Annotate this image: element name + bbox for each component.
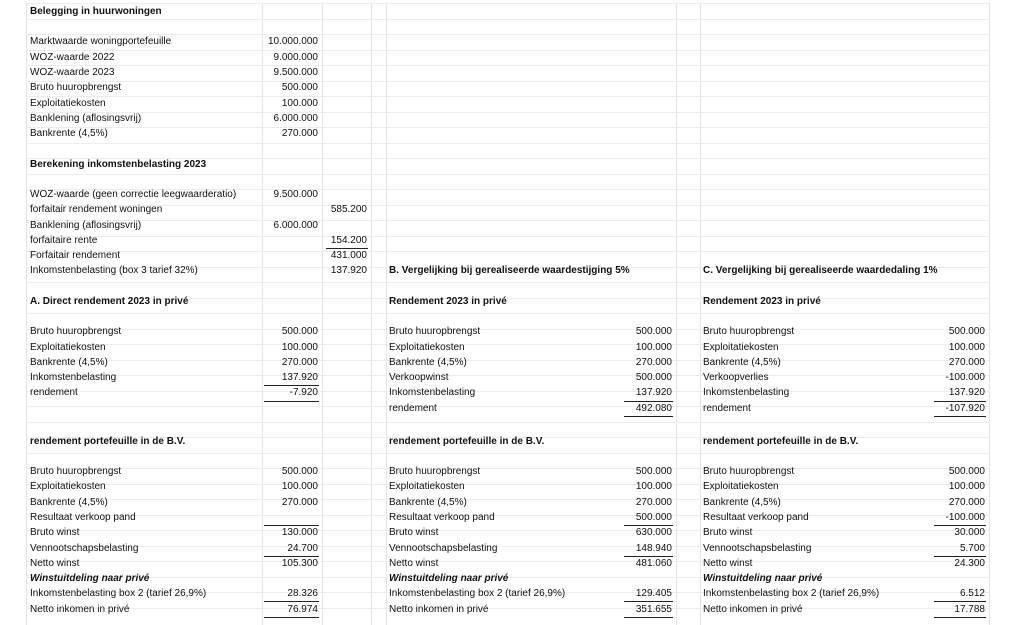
bv-row-value[interactable]: 24.700 [287, 543, 318, 554]
row-gridline [26, 205, 990, 206]
row-label[interactable]: Exploitatiekosten [30, 342, 106, 353]
row-gridline [26, 546, 990, 547]
bv-row-label[interactable]: Bankrente (4,5%) [30, 497, 108, 508]
tax-value[interactable]: 585.200 [330, 204, 367, 215]
row-label[interactable]: Exploitatiekosten [389, 342, 465, 353]
row-label[interactable]: Inkomstenbelasting [389, 387, 476, 398]
row-gridline [26, 484, 990, 485]
input-label[interactable]: Marktwaarde woningportefeuille [30, 36, 172, 47]
bv-row-value[interactable]: 130.000 [281, 527, 318, 538]
bv-row-label[interactable]: Vennootschapsbelasting [30, 543, 139, 554]
row-value[interactable]: 100.000 [281, 342, 318, 353]
row-gridline [26, 236, 990, 237]
row-gridline [26, 530, 990, 531]
input-value[interactable]: 6.000.000 [273, 113, 318, 124]
row-value[interactable]: 270.000 [635, 357, 672, 368]
row-value[interactable]: 100.000 [948, 342, 985, 353]
bv-row-label[interactable]: Bruto winst [703, 527, 753, 538]
section-b-heading[interactable]: B. Vergelijking bij gerealiseerde waardestijging 5% [389, 265, 630, 276]
bv-row-label[interactable]: Netto winst [30, 558, 80, 569]
bv-row-value[interactable]: 100.000 [635, 481, 672, 492]
tax-value[interactable]: 431.000 [330, 250, 367, 261]
row-gridline [26, 112, 990, 113]
bv-row-label[interactable]: Vennootschapsbelasting [703, 543, 812, 554]
row-gridline [26, 344, 990, 345]
row-label[interactable]: Exploitatiekosten [703, 342, 779, 353]
input-value[interactable]: 9.500.000 [273, 67, 318, 78]
bv-row-value[interactable]: 30.000 [954, 527, 985, 538]
row-gridline [26, 515, 990, 516]
row-gridline [26, 3, 990, 4]
bv-row-label[interactable]: Bruto huuropbrengst [389, 466, 481, 477]
bv-row-value[interactable]: 105.300 [281, 558, 318, 569]
row-gridline [26, 282, 990, 283]
row-label[interactable]: rendement [30, 387, 78, 398]
row-gridline [26, 174, 990, 175]
row-value[interactable]: 270.000 [948, 357, 985, 368]
input-label[interactable]: Bankrente (4,5%) [30, 128, 108, 139]
row-gridline [26, 19, 990, 20]
row-label[interactable]: Bruto huuropbrengst [30, 326, 122, 337]
row-label[interactable]: Inkomstenbelasting [30, 372, 117, 383]
row-gridline [26, 499, 990, 500]
bv-row-label[interactable]: Bankrente (4,5%) [703, 497, 781, 508]
section-b-subheading[interactable]: Rendement 2023 in privé [389, 296, 507, 307]
row-value[interactable]: 500.000 [635, 326, 672, 337]
bv-row-label[interactable]: Winstuitdeling naar privé [703, 573, 823, 584]
row-label[interactable]: Bankrente (4,5%) [703, 357, 781, 368]
bv-row-value[interactable]: 100.000 [948, 481, 985, 492]
section-c-subheading[interactable]: Rendement 2023 in privé [703, 296, 821, 307]
bv-row-label[interactable]: Inkomstenbelasting box 2 (tarief 26,9%) [30, 588, 207, 599]
row-label[interactable]: Bankrente (4,5%) [389, 357, 467, 368]
row-label[interactable]: Bruto huuropbrengst [703, 326, 795, 337]
row-value[interactable]: 137.920 [948, 387, 985, 398]
bv-row-label[interactable]: Bruto huuropbrengst [30, 466, 122, 477]
row-gridline [26, 81, 990, 82]
tax-section-title[interactable]: Berekening inkomstenbelasting 2023 [30, 159, 207, 170]
bv-row-label[interactable]: Exploitatiekosten [703, 481, 779, 492]
input-value[interactable]: 100.000 [281, 98, 318, 109]
row-value[interactable]: 100.000 [635, 342, 672, 353]
bv-row-label[interactable]: Exploitatiekosten [30, 481, 106, 492]
row-label[interactable]: Verkoopwinst [389, 372, 449, 383]
bv-row-value[interactable]: 500.000 [948, 466, 985, 477]
bv-row-label[interactable]: Resultaat verkoop pand [703, 512, 809, 523]
bv-row-value[interactable]: 6.512 [959, 588, 985, 599]
row-value[interactable]: 500.000 [635, 372, 672, 383]
row-value[interactable]: -107.920 [945, 403, 985, 414]
bv-section-title[interactable]: rendement portefeuille in de B.V. [703, 436, 859, 447]
bv-row-label[interactable]: Winstuitdeling naar privé [30, 573, 150, 584]
input-label[interactable]: Banklening (aflosingsvrij) [30, 113, 142, 124]
bv-row-value[interactable]: 270.000 [635, 497, 672, 508]
bv-row-value[interactable]: 630.000 [635, 527, 672, 538]
bv-section-title[interactable]: rendement portefeuille in de B.V. [389, 436, 545, 447]
bv-row-value[interactable]: 76.974 [287, 604, 318, 615]
row-label[interactable]: Verkoopverlies [703, 372, 769, 383]
section-a-heading[interactable]: A. Direct rendement 2023 in privé [30, 296, 189, 307]
tax-value[interactable]: 9.500.000 [273, 189, 318, 200]
row-gridline [26, 406, 990, 407]
row-label[interactable]: Bruto huuropbrengst [389, 326, 481, 337]
tax-label[interactable]: Banklening (aflosingsvrij) [30, 220, 142, 231]
bv-row-value[interactable]: 500.000 [281, 466, 318, 477]
bv-row-value[interactable]: 351.655 [635, 604, 672, 615]
row-gridline [26, 453, 990, 454]
bv-row-value[interactable]: 500.000 [635, 512, 672, 523]
bv-row-label[interactable]: Inkomstenbelasting box 2 (tarief 26,9%) [703, 588, 880, 599]
row-gridline [26, 422, 990, 423]
row-gridline [26, 50, 990, 51]
tax-value[interactable]: 137.920 [330, 265, 367, 276]
bv-row-label[interactable]: Netto winst [703, 558, 753, 569]
row-gridline [26, 608, 990, 609]
row-label[interactable]: rendement [389, 403, 437, 414]
input-label[interactable]: Exploitatiekosten [30, 98, 106, 109]
bv-row-value[interactable] [262, 510, 318, 525]
input-value[interactable]: 270.000 [281, 128, 318, 139]
bv-row-label[interactable]: Resultaat verkoop pand [389, 512, 495, 523]
bv-row-label[interactable]: Exploitatiekosten [389, 481, 465, 492]
underline [624, 617, 673, 618]
row-gridline [26, 65, 990, 66]
bv-row-label[interactable]: Netto inkomen in privé [30, 604, 130, 615]
row-gridline [26, 468, 990, 469]
bv-row-value[interactable]: 129.405 [635, 588, 672, 599]
input-value[interactable]: 500.000 [281, 82, 318, 93]
bv-row-label[interactable]: Netto inkomen in privé [389, 604, 489, 615]
row-gridline [26, 375, 990, 376]
bv-row-label[interactable]: Winstuitdeling naar privé [389, 573, 509, 584]
input-label[interactable]: WOZ-waarde 2022 [30, 52, 115, 63]
bv-row-value[interactable]: 500.000 [635, 466, 672, 477]
underline [264, 617, 319, 618]
bv-row-label[interactable]: Netto winst [389, 558, 439, 569]
bv-row-label[interactable]: Vennootschapsbelasting [389, 543, 498, 554]
tax-label[interactable]: Inkomstenbelasting (box 3 tarief 32%) [30, 265, 198, 276]
row-value[interactable]: 137.920 [281, 372, 318, 383]
row-gridline [26, 251, 990, 252]
bv-row-label[interactable]: Bankrente (4,5%) [389, 497, 467, 508]
input-value[interactable]: 9.000.000 [273, 52, 318, 63]
bv-row-value[interactable]: 24.300 [954, 558, 985, 569]
row-label[interactable]: Bankrente (4,5%) [30, 357, 108, 368]
bv-row-label[interactable]: Netto inkomen in privé [703, 604, 803, 615]
tax-label[interactable]: forfaitair rendement woningen [30, 204, 163, 215]
tax-value[interactable]: 154.200 [330, 235, 367, 246]
row-value[interactable]: 137.920 [635, 387, 672, 398]
row-gridline [26, 391, 990, 392]
tax-value[interactable]: 6.000.000 [273, 220, 318, 231]
row-label[interactable]: Inkomstenbelasting [703, 387, 790, 398]
input-value[interactable]: 10.000.000 [267, 36, 318, 47]
row-gridline [26, 220, 990, 221]
row-gridline [26, 313, 990, 314]
row-value[interactable]: 492.080 [635, 403, 672, 414]
row-value[interactable]: 500.000 [948, 326, 985, 337]
tax-label[interactable]: forfaitaire rente [30, 235, 98, 246]
underline [934, 416, 986, 417]
row-value[interactable]: -7.920 [289, 387, 318, 398]
underline [264, 401, 319, 402]
underline [624, 416, 673, 417]
bv-row-value[interactable]: 270.000 [281, 497, 318, 508]
bv-row-label[interactable]: Resultaat verkoop pand [30, 512, 136, 523]
row-gridline [26, 329, 990, 330]
bv-row-value[interactable]: 270.000 [948, 497, 985, 508]
bv-row-value[interactable]: 100.000 [281, 481, 318, 492]
row-gridline [26, 360, 990, 361]
input-label[interactable]: Bruto huuropbrengst [30, 82, 122, 93]
row-gridline [26, 561, 990, 562]
section-c-heading[interactable]: C. Vergelijking bij gerealiseerde waardedaling 1% [703, 265, 938, 276]
bv-row-label[interactable]: Bruto winst [389, 527, 439, 538]
row-gridline [26, 143, 990, 144]
row-label[interactable]: rendement [703, 403, 751, 414]
tax-label[interactable]: Forfaitair rendement [30, 250, 121, 261]
sheet-title[interactable]: Belegging in huurwoningen [30, 6, 162, 17]
input-label[interactable]: WOZ-waarde 2023 [30, 67, 115, 78]
row-value[interactable]: 500.000 [281, 326, 318, 337]
row-value[interactable]: 270.000 [281, 357, 318, 368]
bv-row-value[interactable]: 28.326 [287, 588, 318, 599]
underline [934, 617, 986, 618]
row-value[interactable]: -100.000 [945, 372, 985, 383]
bv-row-value[interactable]: -100.000 [945, 512, 985, 523]
bv-row-label[interactable]: Bruto huuropbrengst [703, 466, 795, 477]
bv-section-title[interactable]: rendement portefeuille in de B.V. [30, 436, 186, 447]
row-gridline [26, 127, 990, 128]
bv-row-value[interactable]: 148.940 [635, 543, 672, 554]
bv-row-label[interactable]: Inkomstenbelasting box 2 (tarief 26,9%) [389, 588, 566, 599]
row-gridline [26, 96, 990, 97]
tax-label[interactable]: WOZ-waarde (geen correctie leegwaarderatio) [30, 189, 237, 200]
bv-row-value[interactable]: 5.700 [959, 543, 985, 554]
bv-row-value[interactable]: 481.060 [635, 558, 672, 569]
bv-row-label[interactable]: Bruto winst [30, 527, 80, 538]
bv-row-value[interactable]: 17.788 [954, 604, 985, 615]
